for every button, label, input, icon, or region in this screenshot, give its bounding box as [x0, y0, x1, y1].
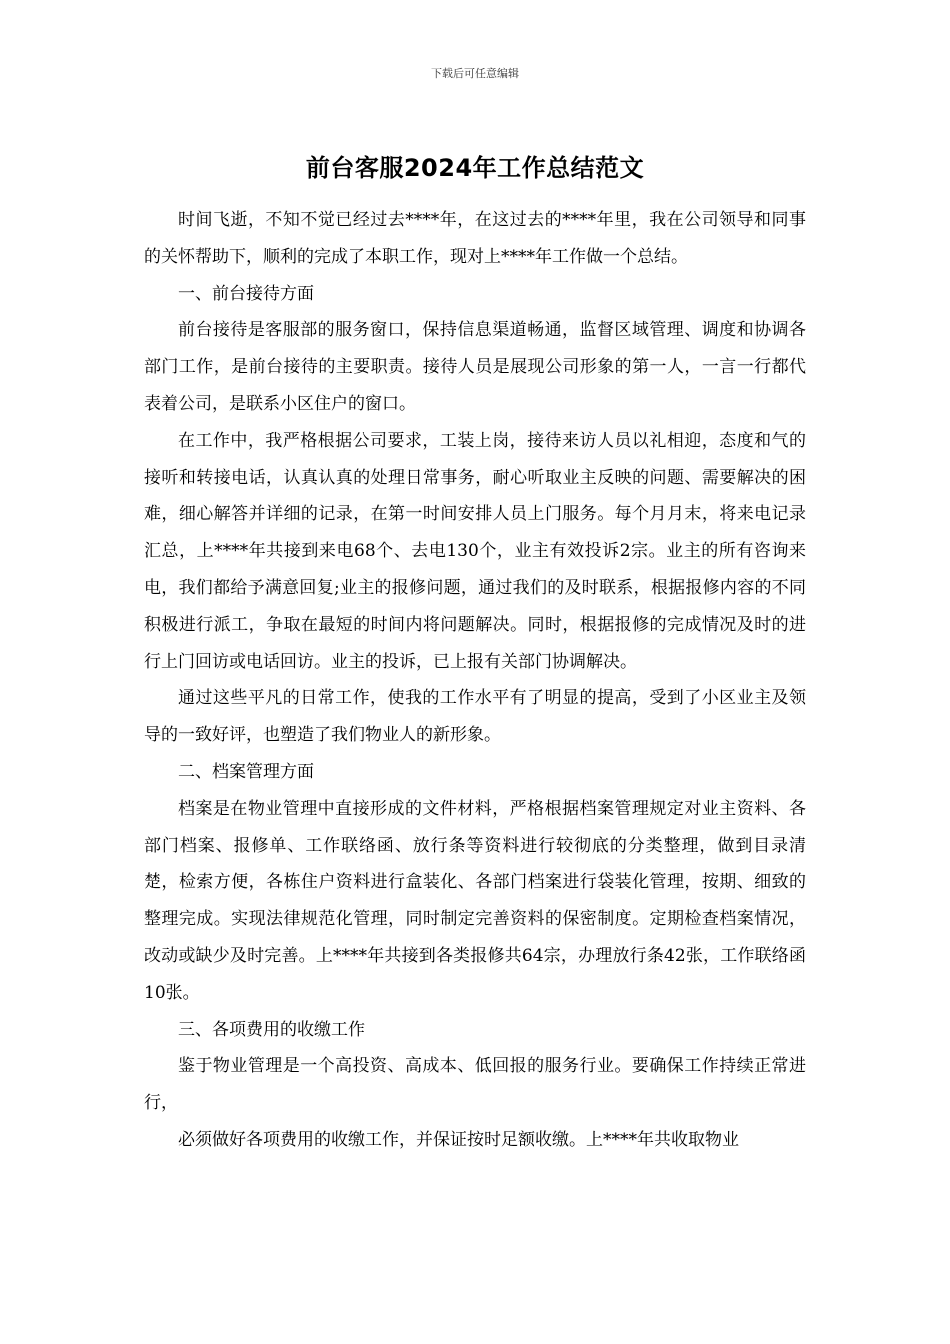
- paragraph: 时间飞逝，不知不觉已经过去****年，在这过去的****年里，我在公司领导和同事的关怀帮助下，顺利的完成了本职工作，现对上****年工作做一个总结。: [144, 210, 806, 267]
- paragraph: 档案是在物业管理中直接形成的文件材料，严格根据档案管理规定对业主资料、各部门档案、报修单、工作联络函、放行条等资料进行较彻底的分类整理，做到目录清楚，检索方便，各栋住户资料进行盒装化、各部门档案进行袋装化管理，按期、细致的整理完成。实现法律规范化管理，同时制定完善资料的保密制度。定期检查档案情况，改动或缺少及时完善。上****年共接到各类报修共64宗，办理放行条42张，工作联络函10张。: [144, 798, 806, 1003]
- section-heading: 三、各项费用的收缴工作: [178, 1019, 365, 1040]
- paragraph: 前台接待是客服部的服务窗口，保持信息渠道畅通，监督区域管理、调度和协调各部门工作，是前台接待的主要职责。接待人员是展现公司形象的第一人，一言一行都代表着公司，是联系小区住户的窗口。: [144, 320, 806, 414]
- paragraph: 在工作中，我严格根据公司要求，工装上岗，接待来访人员以礼相迎，态度和气的接听和转接电话，认真认真的处理日常事务，耐心听取业主反映的问题、需要解决的困难，细心解答并详细的记录，在第一时间安排人员上门服务。每个月月末，将来电记录汇总，上****年共接到来电68个、去电130个，业主有效投诉2宗。业主的所有咨询来电，我们都给予满意回复;业主的报修问题，通过我们的及时联系，根据报修内容的不同积极进行派工，争取在最短的时间内将问题解决。同时，根据报修的完成情况及时的进行上门回访或电话回访。业主的投诉，已上报有关部门协调解决。: [144, 430, 806, 672]
- section-heading: 一、前台接待方面: [178, 283, 314, 304]
- paragraph: 必须做好各项费用的收缴工作，并保证按时足额收缴。上****年共收取物业: [178, 1129, 739, 1150]
- paragraph: 鉴于物业管理是一个高投资、高成本、低回报的服务行业。要确保工作持续正常进行，: [144, 1056, 806, 1114]
- header-note: 下载后可任意编辑: [431, 67, 519, 80]
- paragraph: 通过这些平凡的日常工作，使我的工作水平有了明显的提高，受到了小区业主及领导的一致好评，也塑造了我们物业人的新形象。: [144, 688, 806, 746]
- document-title: 前台客服2024年工作总结范文: [305, 154, 645, 182]
- document-body: [144, 202, 806, 1159]
- section-heading: 二、档案管理方面: [178, 761, 314, 782]
